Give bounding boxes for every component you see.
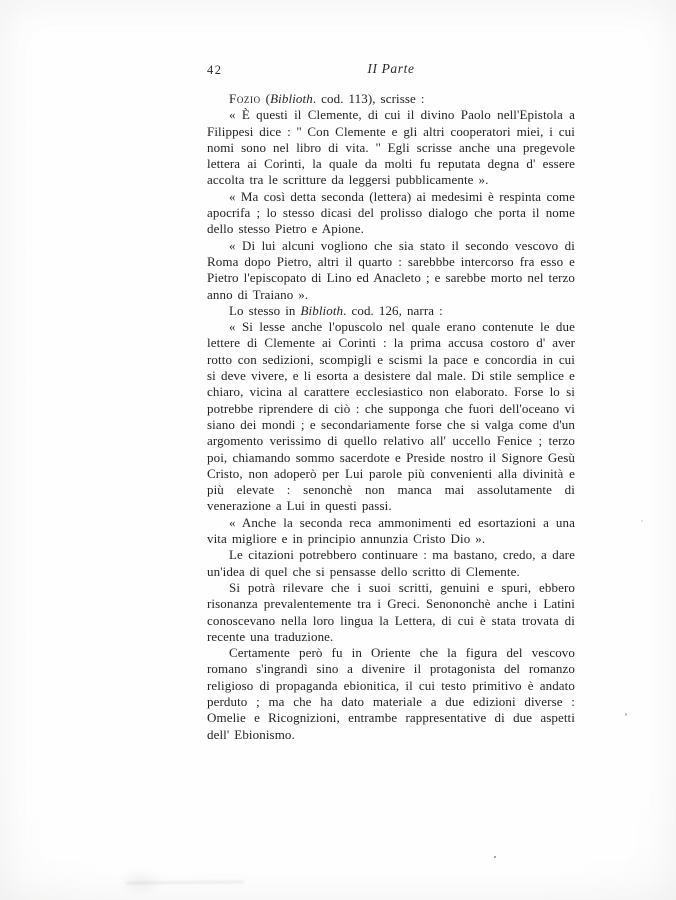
paragraph — [207, 189, 575, 238]
paragraph — [207, 580, 575, 645]
text-segment: Fozio — [229, 91, 261, 106]
scan-artifact-dot — [641, 520, 643, 522]
paragraph — [207, 238, 575, 303]
text-segment: ( — [260, 91, 271, 106]
scan-artifact-squiggle — [126, 880, 244, 884]
paragraph — [207, 515, 575, 548]
scan-artifact-dot — [494, 856, 496, 858]
text-segment: « Ma così detta seconda (lettera) ai medesimi è respinta come apocrifa ; lo stesso dicasi del prolisso dialogo che porta il nome dello stesso Pietro e Apione. — [207, 188, 575, 237]
paragraph — [207, 319, 575, 515]
paragraph — [207, 107, 575, 188]
paragraph — [207, 645, 575, 743]
paragraph — [207, 547, 575, 580]
text-segment: . cod. 126, narra : — [343, 302, 443, 318]
scan-artifact-dot — [625, 713, 627, 716]
text-segment: Certamente però fu in Oriente che la figura del vescovo romano s'ingrandì sino a divenire il protagonista del romanzo religioso di propaganda ebionitica, il cui testo primitivo è andato perduto ; ma che ha dato materiale a due edizioni diverse : Omelie e Ricognizioni, entrambe rappresentative di due aspetti dell' Ebionismo. — [207, 645, 575, 742]
text-segment: . cod. 113), scrisse : — [312, 91, 425, 106]
text-segment: « Si lesse anche l'opuscolo nel quale erano contenute le due lettere di Clemente ai Corinti : la prima accusa costoro d' aver rotto con sedizioni, scompigli e scismi la pace e concordia in cui si deve vivere, e li esorta a desistere dal male. Di stile semplice e chiaro, vicina al carattere ecclesiastico non elaborato. Forse lo si potrebbe riprendere di ciò : che supponga che fuori dell'oceano vi siano dei mondi ; e secondariamente forse che si valga come d'un argomento verissimo di quello relativo all' uccello Fenice ; terzo poi, chiamando sommo sacerdote e Preside nostro il Signore Gesù Cristo, non adoperò per Lui parole più convenienti alla divinità e più elevate : senonchè non manca mai assolutamente di venerazione a Lui in questi passi. — [207, 319, 575, 514]
paragraph — [207, 303, 575, 319]
running-header — [207, 60, 575, 80]
text-segment: Si potrà rilevare che i suoi scritti, genuini e spuri, ebbero risonanza prevalentemente tra i Greci. Senononchè anche i Latini conoscevano nella loro lingua la Lettera, di cui è stata trovata di recente una traduzione. — [207, 579, 575, 644]
paragraph — [207, 91, 575, 107]
text-segment: Biblioth — [300, 302, 344, 318]
text-segment: « Di lui alcuni vogliono che sia stato il secondo vescovo di Roma dopo Pietro, altri il quarto : sarebbbe intercorso fra esso e Pietro l'episcopato di Lino ed Anacleto ; e sarebbe morto nel terzo anno di Traiano ». — [207, 237, 575, 302]
text-segment: Le citazioni potrebbero continuare : ma bastano, credo, a dare un'idea di quel che si pensasse dello scritto di Clemente. — [207, 547, 575, 579]
scan-artifact-smudge — [118, 868, 164, 896]
running-header-title: II Parte — [367, 61, 415, 76]
page-number: 42 — [207, 63, 223, 77]
text-segment: « È questi il Clemente, di cui il divino Paolo nell'Epistola a Filippesi dice : '' Con Clemente e gli altri cooperatori miei, i cui nomi sono nel libro di vita. '' Egli scrisse anche una pregevole lettera ai Corinti, la quale da molti fu reputata degna d' essere accolta tra le scritture da leggersi pubblicamente ». — [207, 107, 575, 188]
text-segment: Lo stesso in — [229, 302, 301, 318]
text-segment: Biblioth — [270, 91, 313, 106]
text-block — [207, 91, 575, 743]
text-segment: « Anche la seconda reca ammonimenti ed esortazioni a una vita migliore e in principio annunzia Cristo Dio ». — [207, 514, 575, 547]
